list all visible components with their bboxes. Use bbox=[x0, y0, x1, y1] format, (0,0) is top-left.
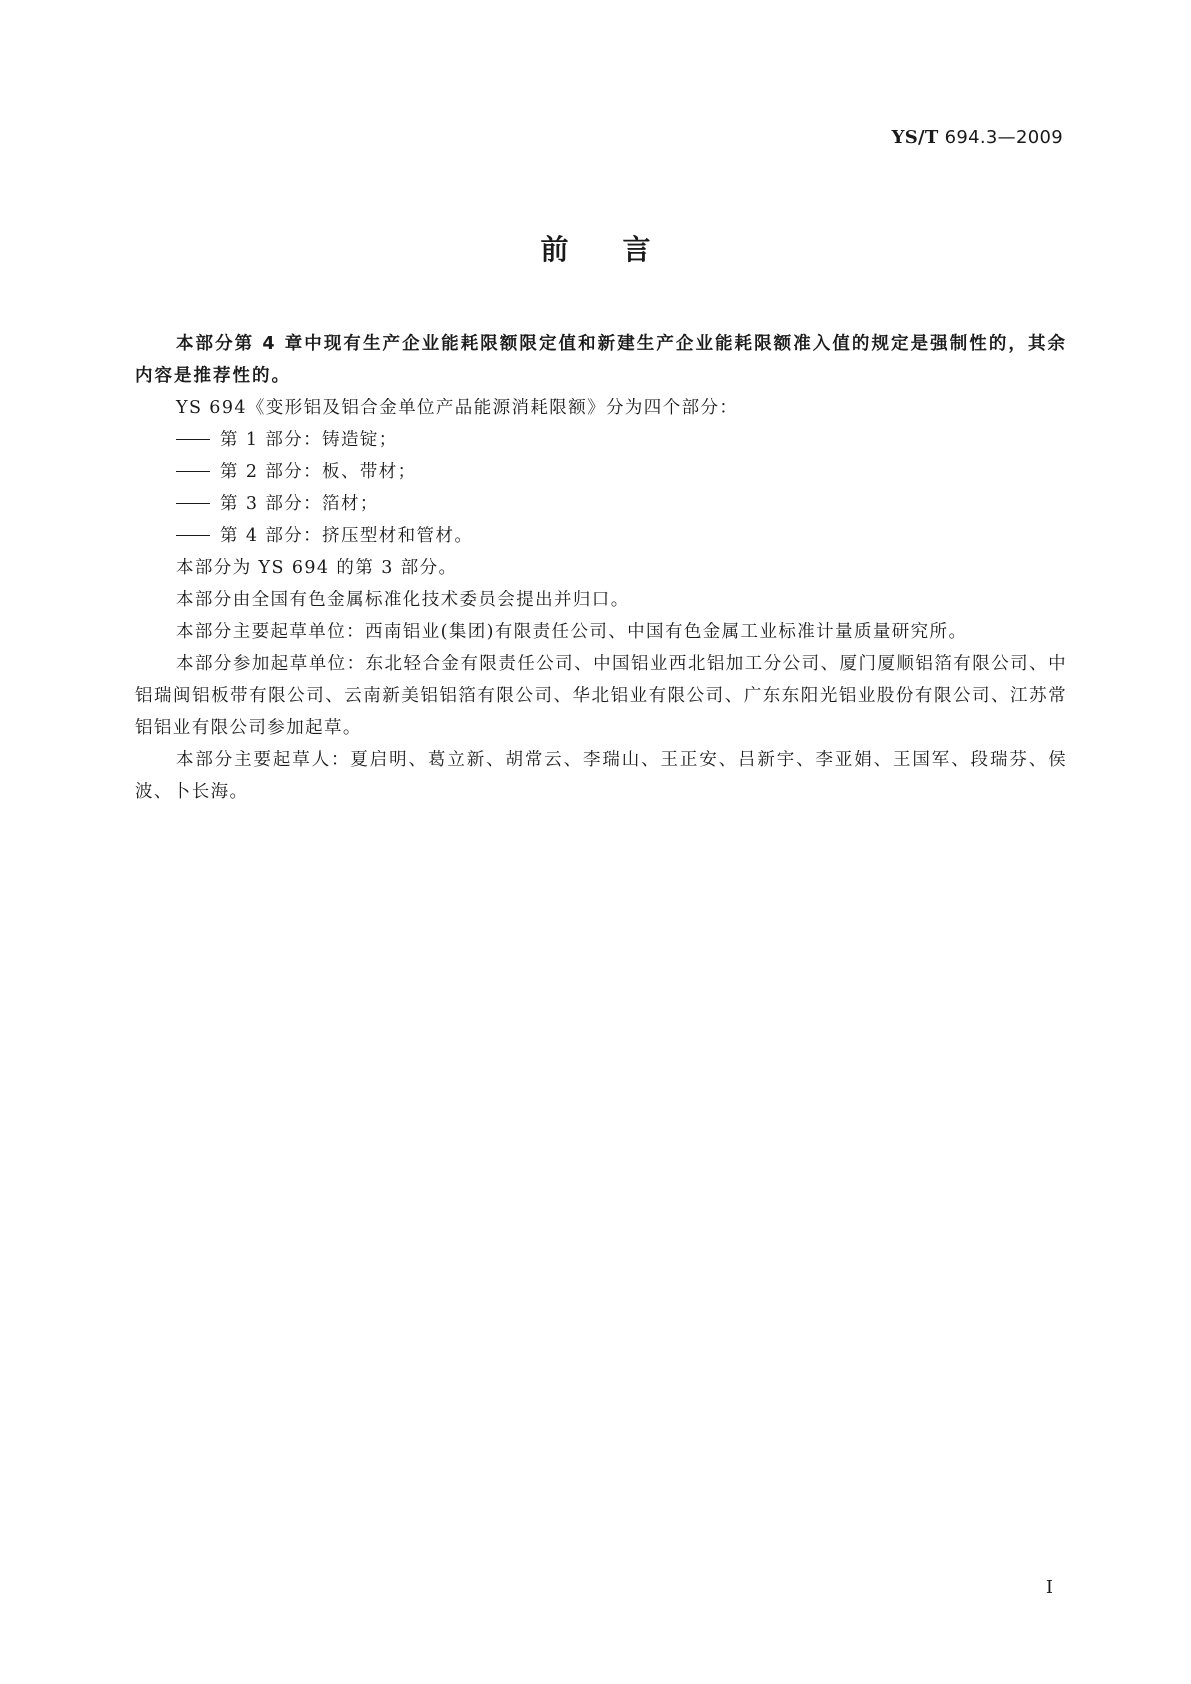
list-item bbox=[135, 424, 1067, 456]
dash-icon bbox=[176, 503, 210, 504]
page-title: 前言 bbox=[540, 233, 705, 266]
dash-icon bbox=[176, 471, 210, 472]
dash-icon bbox=[176, 439, 210, 440]
standard-number bbox=[892, 127, 1063, 148]
foreword-body bbox=[135, 328, 1067, 808]
list-item-text: 第 3 部分：箔材； bbox=[220, 494, 379, 514]
paragraph-proposer: 本部分由全国有色金属标准化技术委员会提出并归口。 bbox=[176, 590, 630, 610]
dash-icon bbox=[176, 535, 210, 536]
list-item bbox=[135, 520, 1067, 552]
list-item bbox=[135, 488, 1067, 520]
list-item bbox=[135, 456, 1067, 488]
list-item-text: 第 4 部分：挤压型材和管材。 bbox=[220, 526, 474, 546]
paragraph-this-part: 本部分为 YS 694 的第 3 部分。 bbox=[176, 558, 458, 578]
paragraph-mandatory-clause: 本部分第 4 章中现有生产企业能耗限额限定值和新建生产企业能耗限额准入值的规定是强制性的，其余内容是推荐性的。 bbox=[135, 334, 1067, 386]
standard-code: YS/T bbox=[891, 127, 939, 148]
paragraph-drafters: 本部分主要起草人：夏启明、葛立新、胡常云、李瑞山、王正安、吕新宇、李亚娟、王国军、段瑞芬、侯波、卜长海。 bbox=[135, 750, 1067, 802]
paragraph-participating-orgs: 本部分参加起草单位：东北轻合金有限责任公司、中国铝业西北铝加工分公司、厦门厦顺铝箔有限公司、中铝瑞闽铝板带有限公司、云南新美铝铝箔有限公司、华北铝业有限公司、广东东阳光铝业股份有限公司、江苏常铝铝业有限公司参加起草。 bbox=[135, 654, 1067, 738]
list-item-text: 第 1 部分：铸造锭； bbox=[220, 430, 398, 450]
list-item-text: 第 2 部分：板、带材； bbox=[220, 462, 417, 482]
page-number: I bbox=[1045, 1577, 1053, 1598]
paragraph-main-drafters-org: 本部分主要起草单位：西南铝业(集团)有限责任公司、中国有色金属工业标准计量质量研究所。 bbox=[176, 622, 968, 642]
standard-number-value: 694.3—2009 bbox=[944, 127, 1063, 148]
paragraph-parts-intro: YS 694《变形铝及铝合金单位产品能源消耗限额》分为四个部分： bbox=[176, 398, 739, 418]
